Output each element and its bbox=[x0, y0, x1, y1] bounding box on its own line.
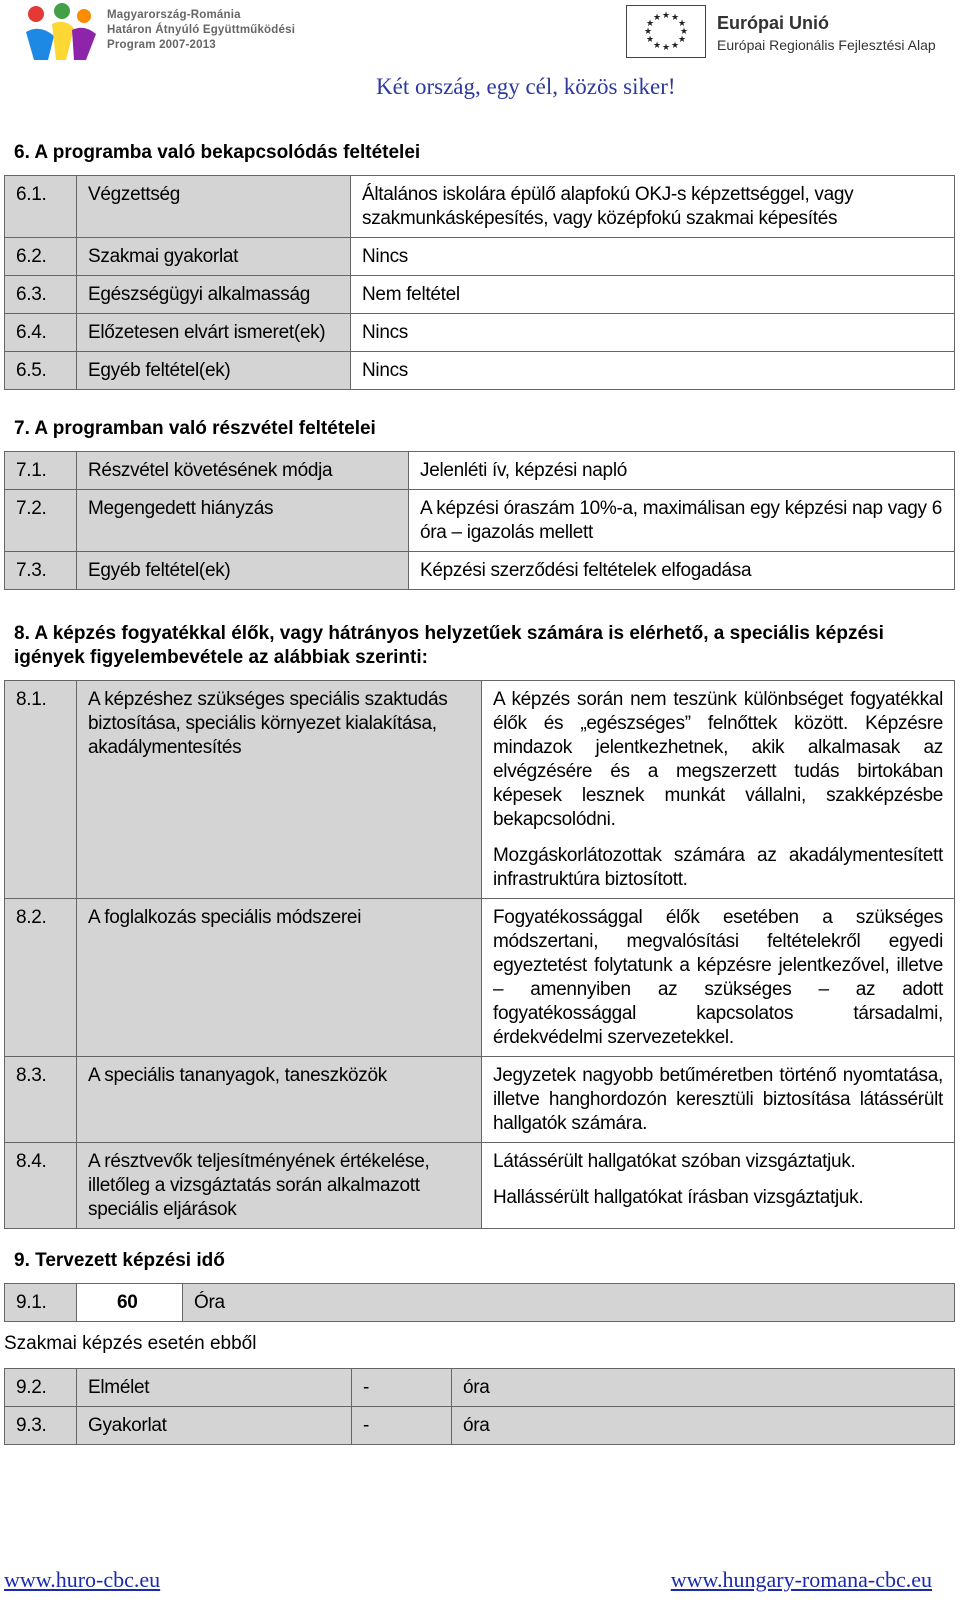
row-value: - bbox=[352, 1369, 452, 1407]
row-number: 6.2. bbox=[5, 238, 77, 276]
footer-link-huro[interactable]: www.huro-cbc.eu bbox=[4, 1567, 161, 1592]
table-row bbox=[5, 314, 955, 352]
row-label: Gyakorlat bbox=[77, 1407, 352, 1445]
section-6-title: 6. A programba való bekapcsolódás feltételei bbox=[14, 142, 421, 163]
row-value: Nincs bbox=[351, 352, 955, 390]
table-row bbox=[5, 238, 955, 276]
svg-text:★: ★ bbox=[677, 18, 687, 28]
row-number: 9.3. bbox=[5, 1407, 77, 1445]
section-9-title: 9. Tervezett képzési idő bbox=[14, 1250, 225, 1271]
row-label: Végzettség bbox=[77, 176, 351, 238]
row-value bbox=[482, 1143, 955, 1229]
row-paragraph: A képzés során nem teszünk különbséget fogyatékkal élők és „egészséges” felnőttek között. Képzésre mindazok jelentkezhetnek, akik alkalmasak az elvégzésére és a megszerzett tudás birtokában képesek lesznek munkát vállalni, szakképzésbe bekapcsolódni. bbox=[493, 689, 943, 830]
row-number: 7.3. bbox=[5, 552, 77, 590]
section-6-table bbox=[4, 175, 955, 390]
total-hours-value: 60 bbox=[77, 1284, 183, 1322]
table-row bbox=[5, 1057, 955, 1143]
eu-subtitle: Európai Regionális Fejlesztési Alap bbox=[717, 37, 936, 53]
row-value bbox=[482, 899, 955, 1057]
row-paragraph: Mozgáskorlátozottak számára az akadálymentesített infrastruktúra biztosított. bbox=[493, 845, 943, 890]
row-number: 6.5. bbox=[5, 352, 77, 390]
table-row bbox=[5, 1369, 955, 1407]
table-row bbox=[5, 452, 955, 490]
row-paragraph: Jegyzetek nagyobb betűméretben történő nyomtatása, illetve hanghordozón keresztüli biztosítása látássérült hallgatók számára. bbox=[493, 1065, 943, 1134]
table-row bbox=[5, 490, 955, 552]
row-value: Nincs bbox=[351, 238, 955, 276]
svg-text:★: ★ bbox=[661, 10, 671, 20]
svg-text:★: ★ bbox=[670, 40, 680, 50]
row-label: A foglalkozás speciális módszerei bbox=[77, 899, 482, 1057]
eu-title-block bbox=[717, 12, 936, 56]
table-row bbox=[5, 352, 955, 390]
row-number: 9.2. bbox=[5, 1369, 77, 1407]
row-value bbox=[482, 1057, 955, 1143]
table-row bbox=[5, 1407, 955, 1445]
row-paragraph: Hallássérült hallgatókat írásban vizsgáztatjuk. bbox=[493, 1187, 864, 1208]
row-label: Egészségügyi alkalmasság bbox=[77, 276, 351, 314]
row-label: Megengedett hiányzás bbox=[77, 490, 409, 552]
slogan: Két ország, egy cél, közös siker! bbox=[376, 74, 676, 99]
svg-text:★: ★ bbox=[661, 42, 671, 52]
row-number: 6.4. bbox=[5, 314, 77, 352]
svg-text:★: ★ bbox=[652, 12, 662, 22]
row-value: Jelenléti ív, képzési napló bbox=[409, 452, 955, 490]
total-hours-unit: Óra bbox=[183, 1284, 955, 1322]
row-paragraph: Fogyatékossággal élők esetében a szükséges módszertani, megvalósítási feltételekről egyedi egyeztetést folytatunk a képzésre jelentkezővel, illetve – amennyiben az szükséges – az adott fogyatékossággal kapcsolatos társadalmi, érdekvédelmi szervezetekkel. bbox=[493, 907, 943, 1048]
program-logo-line-2: Határon Átnyúló Együttműködési bbox=[107, 24, 296, 36]
row-value bbox=[482, 681, 955, 899]
row-value: Nem feltétel bbox=[351, 276, 955, 314]
row-label: Részvétel követésének módja bbox=[77, 452, 409, 490]
section-9-total-table bbox=[4, 1283, 955, 1322]
table-row bbox=[5, 552, 955, 590]
program-logo-line-1: Magyarország-Románia bbox=[107, 9, 241, 21]
section-8-title: 8. A képzés fogyatékkal élők, vagy hátrányos helyzetűek számára is elérhető, a speciális képzési igények figyelembevétele az alábbiak szerinti: bbox=[14, 623, 884, 668]
program-logo-line-3: Program 2007-2013 bbox=[107, 39, 216, 51]
row-unit: óra bbox=[452, 1369, 955, 1407]
svg-text:★: ★ bbox=[677, 34, 687, 44]
row-value: A képzési óraszám 10%-a, maximálisan egy képzési nap vagy 6 óra – igazolás mellett bbox=[409, 490, 955, 552]
row-label: A résztvevők teljesítményének értékelése, illetőleg a vizsgáztatás során alkalmazott speciális eljárások bbox=[77, 1143, 482, 1229]
svg-text:★: ★ bbox=[643, 26, 653, 36]
section-7-table bbox=[4, 451, 955, 590]
table-row bbox=[5, 899, 955, 1057]
row-paragraph: Látássérült hallgatókat szóban vizsgáztatjuk. bbox=[493, 1151, 856, 1172]
row-label: Előzetesen elvárt ismeret(ek) bbox=[77, 314, 351, 352]
row-number: 6.3. bbox=[5, 276, 77, 314]
table-row bbox=[5, 1284, 955, 1322]
eu-flag-icon bbox=[626, 5, 706, 58]
row-number: 7.2. bbox=[5, 490, 77, 552]
row-label: A képzéshez szükséges speciális szaktudás biztosítása, speciális környezet kialakítása, akadálymentesítés bbox=[77, 681, 482, 899]
row-label: Egyéb feltétel(ek) bbox=[77, 552, 409, 590]
table-row bbox=[5, 1143, 955, 1229]
row-label: Szakmai gyakorlat bbox=[77, 238, 351, 276]
row-label: Elmélet bbox=[77, 1369, 352, 1407]
row-label: A speciális tananyagok, taneszközök bbox=[77, 1057, 482, 1143]
table-row bbox=[5, 176, 955, 238]
section-7-title: 7. A programban való részvétel feltételei bbox=[14, 418, 376, 439]
program-logo bbox=[22, 2, 322, 62]
row-number: 6.1. bbox=[5, 176, 77, 238]
svg-text:★: ★ bbox=[670, 12, 680, 22]
svg-text:★: ★ bbox=[652, 40, 662, 50]
row-number: 7.1. bbox=[5, 452, 77, 490]
svg-text:★: ★ bbox=[645, 34, 655, 44]
row-label: Egyéb feltétel(ek) bbox=[77, 352, 351, 390]
section-8-table bbox=[4, 680, 955, 1229]
row-unit: óra bbox=[452, 1407, 955, 1445]
row-value: Nincs bbox=[351, 314, 955, 352]
row-value: Általános iskolára épülő alapfokú OKJ-s képzettséggel, vagy szakmunkásképesítés, vagy középfokú szakmai képesítés bbox=[351, 176, 955, 238]
row-number: 8.1. bbox=[5, 681, 77, 899]
row-number: 8.3. bbox=[5, 1057, 77, 1143]
eu-title: Európai Unió bbox=[717, 13, 829, 33]
program-logo-mark-icon bbox=[22, 2, 102, 62]
section-9-breakdown-table bbox=[4, 1368, 955, 1445]
section-9-subtitle: Szakmai képzés esetén ebből bbox=[4, 1333, 257, 1354]
row-value: - bbox=[352, 1407, 452, 1445]
row-value: Képzési szerződési feltételek elfogadása bbox=[409, 552, 955, 590]
table-row bbox=[5, 276, 955, 314]
footer-link-hungary-romania[interactable]: www.hungary-romana-cbc.eu bbox=[670, 1567, 932, 1592]
table-row bbox=[5, 681, 955, 899]
row-number: 8.2. bbox=[5, 899, 77, 1057]
row-number: 8.4. bbox=[5, 1143, 77, 1229]
svg-text:★: ★ bbox=[645, 18, 655, 28]
svg-text:★: ★ bbox=[679, 26, 689, 36]
row-number: 9.1. bbox=[5, 1284, 77, 1322]
